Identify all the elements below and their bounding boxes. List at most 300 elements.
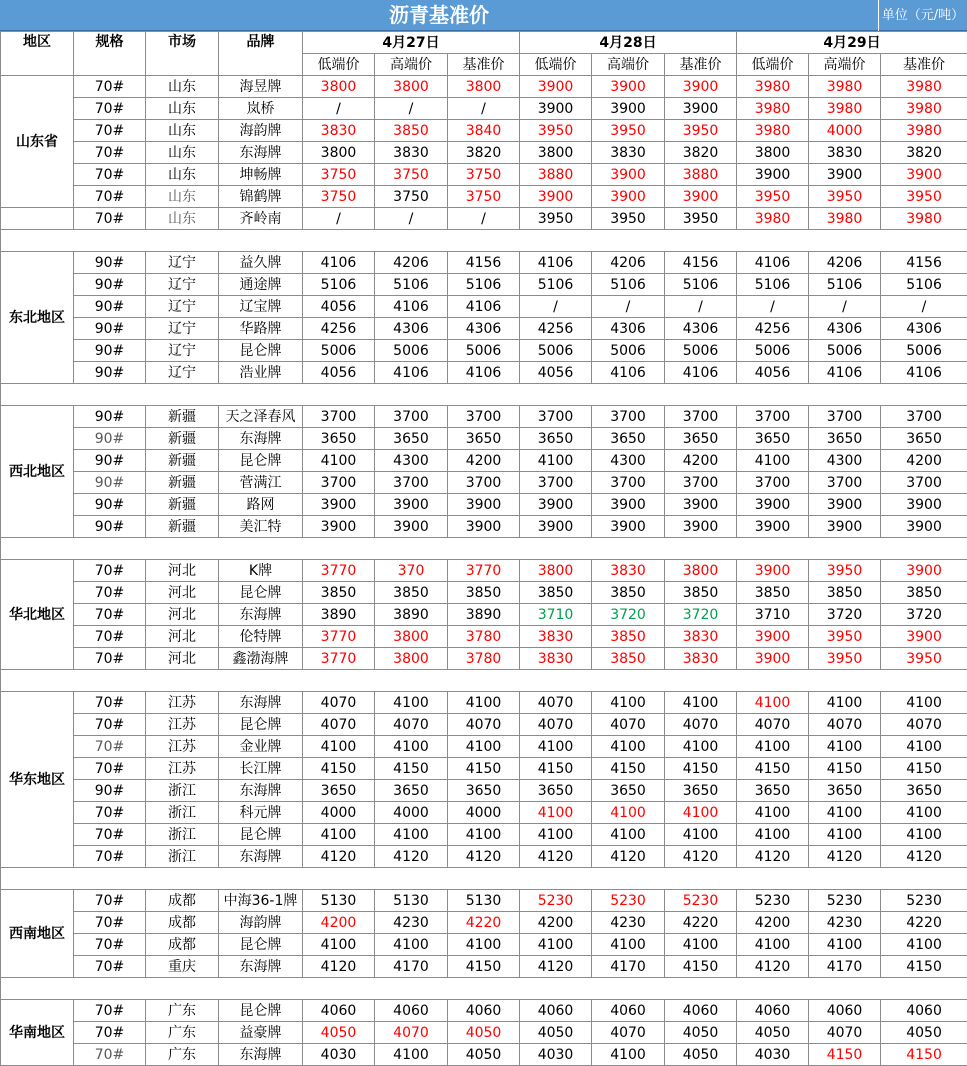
price-cell: 3650 bbox=[375, 780, 448, 802]
price-cell: 3900 bbox=[303, 494, 375, 516]
price-cell: 3650 bbox=[592, 780, 665, 802]
brand-cell: 昆仑牌 bbox=[219, 340, 303, 362]
brand-cell: 路网 bbox=[219, 494, 303, 516]
price-cell: 3720 bbox=[665, 604, 737, 626]
price-cell: 4106 bbox=[592, 362, 665, 384]
price-cell: 4060 bbox=[375, 1000, 448, 1022]
price-cell: 3900 bbox=[737, 164, 809, 186]
price-cell: 4200 bbox=[448, 450, 520, 472]
price-cell: 4050 bbox=[665, 1044, 737, 1066]
brand-cell: 伦特牌 bbox=[219, 626, 303, 648]
price-table bbox=[0, 31, 967, 1066]
market-cell: 新疆 bbox=[146, 406, 219, 428]
price-cell: 3900 bbox=[592, 76, 665, 98]
price-cell: 3900 bbox=[592, 98, 665, 120]
brand-cell: 鑫渤海牌 bbox=[219, 648, 303, 670]
price-cell: 4306 bbox=[809, 318, 881, 340]
table-row bbox=[1, 934, 967, 956]
price-cell: 4230 bbox=[809, 912, 881, 934]
price-cell: 3950 bbox=[809, 626, 881, 648]
price-cell: 3980 bbox=[737, 98, 809, 120]
header-market: 市场 bbox=[146, 32, 219, 76]
price-cell: 4120 bbox=[737, 846, 809, 868]
price-cell: 3750 bbox=[375, 186, 448, 208]
price-cell: 3700 bbox=[665, 406, 737, 428]
price-cell: / bbox=[665, 296, 737, 318]
spec-cell: 90# bbox=[74, 450, 146, 472]
brand-cell: 海韵牌 bbox=[219, 120, 303, 142]
price-cell: 3830 bbox=[809, 142, 881, 164]
price-cell: 4200 bbox=[881, 450, 967, 472]
price-cell: 4306 bbox=[881, 318, 967, 340]
price-cell: 4100 bbox=[665, 802, 737, 824]
price-cell: 3900 bbox=[665, 98, 737, 120]
price-cell: 3850 bbox=[375, 582, 448, 604]
spec-cell: 70# bbox=[74, 1000, 146, 1022]
price-cell: 4150 bbox=[375, 758, 448, 780]
price-cell: 3980 bbox=[737, 120, 809, 142]
market-cell: 辽宁 bbox=[146, 362, 219, 384]
table-row bbox=[1, 76, 967, 98]
price-cell: 3980 bbox=[881, 76, 967, 98]
price-cell: / bbox=[448, 208, 520, 230]
price-cell: 3770 bbox=[448, 560, 520, 582]
price-cell: / bbox=[448, 98, 520, 120]
price-cell: 3650 bbox=[737, 428, 809, 450]
price-cell: 3770 bbox=[303, 648, 375, 670]
price-cell: 4070 bbox=[809, 1022, 881, 1044]
header-brand: 品牌 bbox=[219, 32, 303, 76]
price-cell: 5006 bbox=[520, 340, 592, 362]
price-cell: 3950 bbox=[520, 208, 592, 230]
region-cell: 山东省 bbox=[1, 76, 74, 208]
price-cell: 3900 bbox=[375, 516, 448, 538]
price-cell: 3900 bbox=[592, 494, 665, 516]
price-cell: 3880 bbox=[665, 164, 737, 186]
price-cell: 3900 bbox=[737, 560, 809, 582]
price-cell: 3850 bbox=[737, 582, 809, 604]
spec-cell: 70# bbox=[74, 736, 146, 758]
price-cell: 4220 bbox=[881, 912, 967, 934]
market-cell: 江苏 bbox=[146, 692, 219, 714]
spec-cell: 70# bbox=[74, 582, 146, 604]
price-cell: 3800 bbox=[303, 142, 375, 164]
brand-cell: 长江牌 bbox=[219, 758, 303, 780]
market-cell: 河北 bbox=[146, 648, 219, 670]
price-cell: 3850 bbox=[592, 626, 665, 648]
price-cell: 4100 bbox=[665, 736, 737, 758]
spec-cell: 90# bbox=[74, 780, 146, 802]
market-cell: 河北 bbox=[146, 582, 219, 604]
spec-cell: 90# bbox=[74, 494, 146, 516]
price-cell: 3780 bbox=[448, 648, 520, 670]
price-cell: / bbox=[303, 208, 375, 230]
region-cell-empty bbox=[1, 208, 74, 230]
price-cell: 3750 bbox=[303, 186, 375, 208]
price-cell: 4100 bbox=[665, 934, 737, 956]
price-cell: 4100 bbox=[592, 692, 665, 714]
price-cell: 3650 bbox=[881, 428, 967, 450]
price-cell: 3850 bbox=[665, 582, 737, 604]
price-cell: 3900 bbox=[809, 494, 881, 516]
table-row bbox=[1, 802, 967, 824]
brand-cell: 菅满江 bbox=[219, 472, 303, 494]
price-cell: 5106 bbox=[881, 274, 967, 296]
market-cell: 新疆 bbox=[146, 428, 219, 450]
price-cell: 4070 bbox=[881, 714, 967, 736]
table-row bbox=[1, 450, 967, 472]
price-cell: 5006 bbox=[592, 340, 665, 362]
brand-cell: 益豪牌 bbox=[219, 1022, 303, 1044]
price-cell: 3800 bbox=[375, 76, 448, 98]
brand-cell: 锦鹤牌 bbox=[219, 186, 303, 208]
spec-cell: 70# bbox=[74, 824, 146, 846]
price-cell: 3720 bbox=[809, 604, 881, 626]
price-cell: 370 bbox=[375, 560, 448, 582]
price-cell: 3900 bbox=[592, 516, 665, 538]
spec-cell: 70# bbox=[74, 604, 146, 626]
price-cell: 4050 bbox=[448, 1022, 520, 1044]
region-cell: 东北地区 bbox=[1, 252, 74, 384]
price-cell: 4106 bbox=[303, 252, 375, 274]
price-cell: 4070 bbox=[303, 714, 375, 736]
price-cell: 5106 bbox=[592, 274, 665, 296]
price-cell: 4150 bbox=[881, 1044, 967, 1066]
group-spacer bbox=[1, 670, 967, 692]
price-cell: 5006 bbox=[737, 340, 809, 362]
table-row bbox=[1, 428, 967, 450]
price-cell: 4120 bbox=[520, 846, 592, 868]
spec-cell: 70# bbox=[74, 186, 146, 208]
brand-cell: 金业牌 bbox=[219, 736, 303, 758]
price-cell: 4256 bbox=[303, 318, 375, 340]
header-low: 低端价 bbox=[737, 54, 809, 76]
price-cell: 4100 bbox=[592, 1044, 665, 1066]
price-cell: 4056 bbox=[520, 362, 592, 384]
price-cell: 4100 bbox=[881, 692, 967, 714]
spec-cell: 70# bbox=[74, 912, 146, 934]
price-cell: 4206 bbox=[375, 252, 448, 274]
price-cell: 4150 bbox=[809, 1044, 881, 1066]
price-cell: 3800 bbox=[375, 648, 448, 670]
price-cell: 5006 bbox=[809, 340, 881, 362]
market-cell: 浙江 bbox=[146, 802, 219, 824]
spec-cell: 70# bbox=[74, 626, 146, 648]
price-cell: 3710 bbox=[737, 604, 809, 626]
price-cell: 3850 bbox=[303, 582, 375, 604]
price-cell: / bbox=[375, 208, 448, 230]
spec-cell: 90# bbox=[74, 252, 146, 274]
price-cell: 5006 bbox=[665, 340, 737, 362]
price-cell: 4030 bbox=[737, 1044, 809, 1066]
market-cell: 山东 bbox=[146, 120, 219, 142]
price-cell: 3830 bbox=[665, 626, 737, 648]
price-cell: 3850 bbox=[592, 648, 665, 670]
price-cell: 3900 bbox=[448, 516, 520, 538]
price-cell: 3700 bbox=[375, 406, 448, 428]
price-cell: 4100 bbox=[881, 824, 967, 846]
table-row bbox=[1, 912, 967, 934]
table-row bbox=[1, 472, 967, 494]
price-cell: 4120 bbox=[592, 846, 665, 868]
price-cell: 4070 bbox=[448, 714, 520, 736]
price-cell: 4170 bbox=[809, 956, 881, 978]
price-cell: 3700 bbox=[665, 472, 737, 494]
price-cell: 3900 bbox=[520, 98, 592, 120]
price-cell: 3950 bbox=[592, 208, 665, 230]
market-cell: 山东 bbox=[146, 76, 219, 98]
price-cell: 3650 bbox=[303, 428, 375, 450]
market-cell: 新疆 bbox=[146, 450, 219, 472]
price-cell: 4200 bbox=[737, 912, 809, 934]
price-cell: 4100 bbox=[375, 736, 448, 758]
price-cell: 4000 bbox=[448, 802, 520, 824]
price-cell: 3900 bbox=[737, 516, 809, 538]
table-row bbox=[1, 1022, 967, 1044]
price-cell: 3820 bbox=[448, 142, 520, 164]
price-cell: 3980 bbox=[809, 98, 881, 120]
price-cell: 4100 bbox=[737, 736, 809, 758]
price-cell: 4100 bbox=[881, 802, 967, 824]
spec-cell: 70# bbox=[74, 802, 146, 824]
price-cell: 3980 bbox=[881, 98, 967, 120]
price-cell: 5006 bbox=[448, 340, 520, 362]
price-cell: 5130 bbox=[448, 890, 520, 912]
price-cell: 4070 bbox=[592, 1022, 665, 1044]
price-cell: 3890 bbox=[303, 604, 375, 626]
price-cell: 4060 bbox=[809, 1000, 881, 1022]
market-cell: 河北 bbox=[146, 560, 219, 582]
price-cell: 4100 bbox=[809, 934, 881, 956]
price-cell: 5106 bbox=[448, 274, 520, 296]
price-cell: 4150 bbox=[737, 758, 809, 780]
price-cell: 3650 bbox=[737, 780, 809, 802]
price-cell: 3830 bbox=[665, 648, 737, 670]
market-cell: 江苏 bbox=[146, 758, 219, 780]
price-cell: 4050 bbox=[520, 1022, 592, 1044]
spec-cell: 90# bbox=[74, 406, 146, 428]
price-cell: 3950 bbox=[809, 648, 881, 670]
table-row bbox=[1, 780, 967, 802]
price-cell: 4050 bbox=[303, 1022, 375, 1044]
price-cell: 3700 bbox=[881, 472, 967, 494]
table-row bbox=[1, 516, 967, 538]
group-spacer bbox=[1, 384, 967, 406]
price-cell: 4150 bbox=[665, 758, 737, 780]
price-cell: 3750 bbox=[303, 164, 375, 186]
price-cell: 3700 bbox=[303, 406, 375, 428]
market-cell: 山东 bbox=[146, 98, 219, 120]
table-row bbox=[1, 318, 967, 340]
market-cell: 成都 bbox=[146, 890, 219, 912]
price-cell: 3830 bbox=[592, 142, 665, 164]
price-cell: 5006 bbox=[303, 340, 375, 362]
group-spacer bbox=[1, 230, 967, 252]
price-cell: 3950 bbox=[665, 208, 737, 230]
market-cell: 江苏 bbox=[146, 714, 219, 736]
market-cell: 河北 bbox=[146, 626, 219, 648]
price-cell: 4106 bbox=[448, 362, 520, 384]
price-cell: 4100 bbox=[809, 824, 881, 846]
price-cell: 4070 bbox=[520, 714, 592, 736]
header-date-1: 4月27日 bbox=[303, 32, 520, 54]
spec-cell: 90# bbox=[74, 428, 146, 450]
price-cell: 3830 bbox=[592, 560, 665, 582]
market-cell: 浙江 bbox=[146, 780, 219, 802]
brand-cell: 东海牌 bbox=[219, 1044, 303, 1066]
price-cell: 4156 bbox=[448, 252, 520, 274]
brand-cell: 益久牌 bbox=[219, 252, 303, 274]
price-cell: 4120 bbox=[303, 846, 375, 868]
table-row bbox=[1, 648, 967, 670]
price-cell: 3700 bbox=[592, 472, 665, 494]
brand-cell: K牌 bbox=[219, 560, 303, 582]
market-cell: 新疆 bbox=[146, 472, 219, 494]
price-cell: 3750 bbox=[448, 186, 520, 208]
price-cell: 3800 bbox=[303, 76, 375, 98]
brand-cell: 科元牌 bbox=[219, 802, 303, 824]
market-cell: 山东 bbox=[146, 164, 219, 186]
market-cell: 山东 bbox=[146, 142, 219, 164]
market-cell: 辽宁 bbox=[146, 274, 219, 296]
price-cell: 3980 bbox=[737, 208, 809, 230]
header-base: 基准价 bbox=[448, 54, 520, 76]
price-cell: 4120 bbox=[303, 956, 375, 978]
price-cell: 4106 bbox=[375, 296, 448, 318]
price-cell: 3800 bbox=[375, 626, 448, 648]
price-cell: 4106 bbox=[881, 362, 967, 384]
price-cell: 5106 bbox=[303, 274, 375, 296]
market-cell: 浙江 bbox=[146, 824, 219, 846]
price-cell: 3900 bbox=[303, 516, 375, 538]
market-cell: 浙江 bbox=[146, 846, 219, 868]
price-cell: 4100 bbox=[448, 692, 520, 714]
price-cell: 3820 bbox=[881, 142, 967, 164]
price-cell: 4100 bbox=[881, 934, 967, 956]
price-cell: / bbox=[881, 296, 967, 318]
price-cell: 3710 bbox=[520, 604, 592, 626]
brand-cell: 东海牌 bbox=[219, 142, 303, 164]
price-cell: 4100 bbox=[737, 802, 809, 824]
price-cell: 3720 bbox=[592, 604, 665, 626]
price-cell: 4200 bbox=[520, 912, 592, 934]
table-row bbox=[1, 560, 967, 582]
spec-cell: 70# bbox=[74, 1044, 146, 1066]
price-cell: 4106 bbox=[737, 252, 809, 274]
page-title: 沥青基准价 bbox=[0, 0, 878, 31]
market-cell: 山东 bbox=[146, 208, 219, 230]
price-cell: 3650 bbox=[520, 780, 592, 802]
price-cell: 3900 bbox=[665, 516, 737, 538]
price-cell: 4150 bbox=[665, 956, 737, 978]
market-cell: 辽宁 bbox=[146, 252, 219, 274]
price-cell: 4100 bbox=[448, 736, 520, 758]
spec-cell: 70# bbox=[74, 890, 146, 912]
price-cell: 4100 bbox=[448, 824, 520, 846]
brand-cell: 浩业牌 bbox=[219, 362, 303, 384]
price-cell: / bbox=[520, 296, 592, 318]
price-cell: 5106 bbox=[665, 274, 737, 296]
price-cell: 4220 bbox=[448, 912, 520, 934]
header-base: 基准价 bbox=[665, 54, 737, 76]
spec-cell: 90# bbox=[74, 274, 146, 296]
price-cell: 4100 bbox=[375, 824, 448, 846]
spec-cell: 70# bbox=[74, 692, 146, 714]
price-cell: 3850 bbox=[592, 582, 665, 604]
price-cell: 4070 bbox=[375, 1022, 448, 1044]
price-cell: 3900 bbox=[520, 494, 592, 516]
price-cell: 4100 bbox=[303, 824, 375, 846]
price-cell: 4306 bbox=[665, 318, 737, 340]
price-cell: 4070 bbox=[592, 714, 665, 736]
price-cell: 3850 bbox=[881, 582, 967, 604]
market-cell: 广东 bbox=[146, 1044, 219, 1066]
price-cell: 3900 bbox=[665, 494, 737, 516]
brand-cell: 昆仑牌 bbox=[219, 582, 303, 604]
brand-cell: 东海牌 bbox=[219, 428, 303, 450]
spec-cell: 70# bbox=[74, 934, 146, 956]
price-cell: 4070 bbox=[520, 692, 592, 714]
price-cell: 3650 bbox=[881, 780, 967, 802]
brand-cell: 齐岭南 bbox=[219, 208, 303, 230]
brand-cell: 昆仑牌 bbox=[219, 450, 303, 472]
price-cell: 4100 bbox=[881, 736, 967, 758]
spec-cell: 70# bbox=[74, 714, 146, 736]
market-cell: 广东 bbox=[146, 1022, 219, 1044]
price-cell: 3800 bbox=[448, 76, 520, 98]
price-cell: 3700 bbox=[448, 472, 520, 494]
price-cell: 4120 bbox=[665, 846, 737, 868]
price-cell: 3850 bbox=[375, 120, 448, 142]
spec-cell: 70# bbox=[74, 164, 146, 186]
price-cell: 4150 bbox=[592, 758, 665, 780]
price-cell: 4100 bbox=[303, 450, 375, 472]
title-bar bbox=[0, 0, 967, 31]
price-cell: 3900 bbox=[881, 626, 967, 648]
region-cell: 西北地区 bbox=[1, 406, 74, 538]
price-cell: 3750 bbox=[375, 164, 448, 186]
brand-cell: 坤畅牌 bbox=[219, 164, 303, 186]
group-spacer bbox=[1, 868, 967, 890]
price-cell: 4100 bbox=[665, 824, 737, 846]
price-cell: 4060 bbox=[303, 1000, 375, 1022]
price-cell: 4220 bbox=[665, 912, 737, 934]
spec-cell: 70# bbox=[74, 648, 146, 670]
price-cell: 4306 bbox=[375, 318, 448, 340]
price-cell: 4050 bbox=[881, 1022, 967, 1044]
header-base: 基准价 bbox=[881, 54, 967, 76]
price-cell: 4100 bbox=[737, 450, 809, 472]
price-cell: 3650 bbox=[592, 428, 665, 450]
price-cell: 4170 bbox=[592, 956, 665, 978]
price-cell: 4070 bbox=[809, 714, 881, 736]
price-cell: 4100 bbox=[737, 824, 809, 846]
brand-cell: 华路牌 bbox=[219, 318, 303, 340]
market-cell: 辽宁 bbox=[146, 296, 219, 318]
group-spacer bbox=[1, 978, 967, 1000]
price-cell: 4060 bbox=[448, 1000, 520, 1022]
price-cell: / bbox=[303, 98, 375, 120]
price-cell: 4100 bbox=[375, 934, 448, 956]
price-cell: 4050 bbox=[448, 1044, 520, 1066]
price-cell: 3700 bbox=[448, 406, 520, 428]
price-cell: 3950 bbox=[881, 186, 967, 208]
price-cell: / bbox=[737, 296, 809, 318]
brand-cell: 昆仑牌 bbox=[219, 714, 303, 736]
price-cell: 5130 bbox=[303, 890, 375, 912]
price-cell: 4120 bbox=[881, 846, 967, 868]
price-cell: 3980 bbox=[809, 76, 881, 98]
